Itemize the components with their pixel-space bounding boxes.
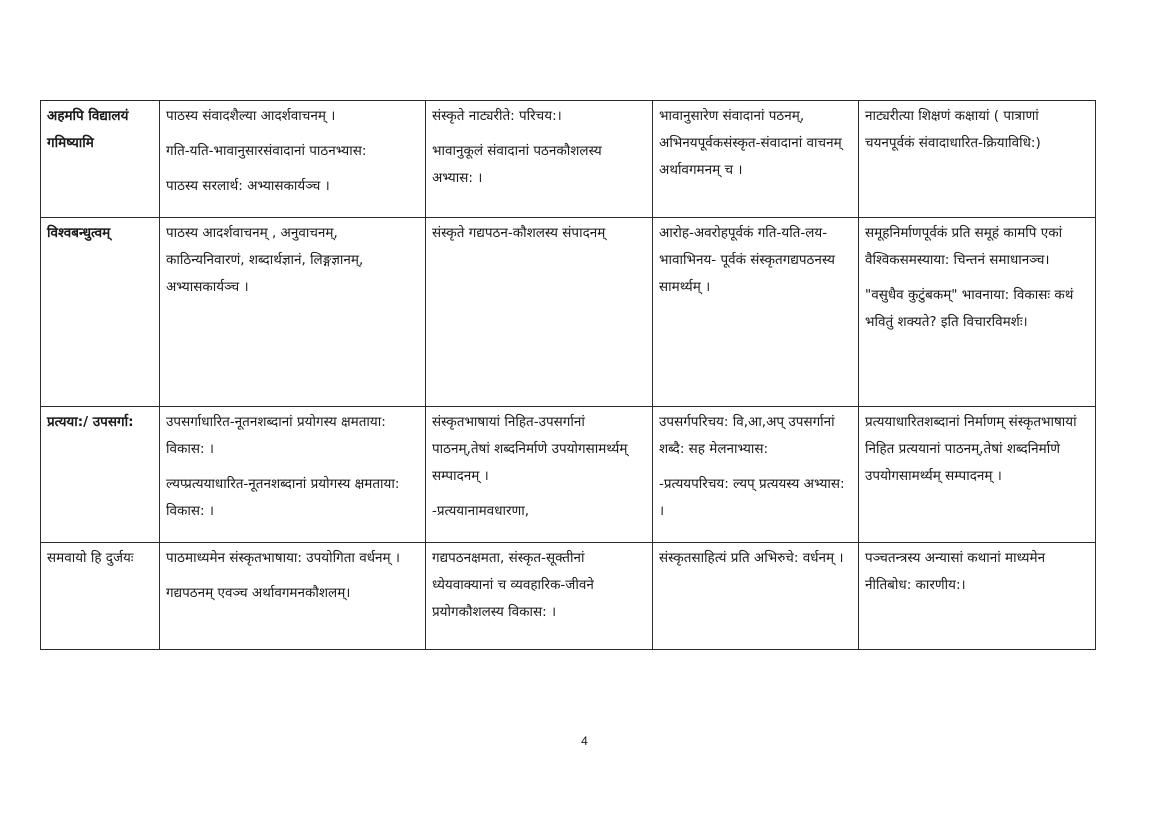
table-cell: आरोह-अवरोहपूर्वकं गति-यति-लय-भावाभिनय- पूर्वकं संस्कृतगद्यपठनस्य सामर्थ्यम् । xyxy=(653,218,859,407)
table-cell: पाठमाध्यमेन संस्कृतभाषाया: उपयोगिता वर्धनम् । गद्यपठनम् एवञ्च अर्थावगमनकौशलम्। xyxy=(160,543,426,650)
table-cell: संस्कृतभाषायां निहित-उपसर्गानां पाठनम्,तेषां शब्दनिर्माणे उपयोगसामर्थ्यम् सम्पादनम् । -प्रत्ययानामवधारणा, xyxy=(426,407,653,543)
table-cell: उपसर्गपरिचय: वि,आ,अप् उपसर्गानां शब्दै: सह मेलनाभ्यास: -प्रत्ययपरिचय: ल्यप् प्रत्ययस्य अभ्यास: । xyxy=(653,407,859,543)
page-number: 4 xyxy=(581,734,588,748)
table-row xyxy=(41,407,1096,543)
curriculum-table xyxy=(40,100,1096,650)
table-cell: भावानुसारेण संवादानां पठनम्, अभिनयपूर्वकसंस्कृत-संवादानां वाचनम् अर्थावगमनम् च । xyxy=(653,101,859,218)
table-row xyxy=(41,218,1096,407)
table-cell: गद्यपठनक्षमता, संस्कृत-सूक्तीनां ध्येयवाक्यानां च व्यवहारिक-जीवने प्रयोगकौशलस्य विकास: । xyxy=(426,543,653,650)
table-cell: समूहनिर्माणपूर्वकं प्रति समूहं कामपि एकां वैश्विकसमस्याया: चिन्तनं समाधानञ्च। "वसुधैव कुटुंबकम्" भावनाया: विकासः कथं भवितुं शक्यते? इति विचारविमर्शः। xyxy=(859,218,1096,407)
table-row xyxy=(41,101,1096,218)
table-cell: नाट्यरीत्या शिक्षणं कक्षायां ( पात्राणां चयनपूर्वकं संवादाधारित-क्रियाविधि:) xyxy=(859,101,1096,218)
table-cell: पाठस्य संवादशैल्या आदर्शवाचनम् । गति-यति-भावानुसारसंवादानां पाठनभ्यास: पाठस्य सरलार्थ: अभ्यासकार्यञ्च । xyxy=(160,101,426,218)
table-cell: संस्कृते गद्यपठन-कौशलस्य संपादनम् xyxy=(426,218,653,407)
table-cell: पाठस्य आदर्शवाचनम् , अनुवाचनम्, काठिन्यनिवारणं, शब्दार्थज्ञानं, लिङ्गज्ञानम्, अभ्यासकार्यञ्च । xyxy=(160,218,426,407)
table-cell: संस्कृतसाहित्यं प्रति अभिरुचे: वर्धनम् । xyxy=(653,543,859,650)
topic-cell: प्रत्यया:/ उपसर्गा: xyxy=(41,407,160,543)
topic-cell: समवायो हि दुर्जयः xyxy=(41,543,160,650)
topic-cell: अहमपि विद्यालयं गमिष्यामि xyxy=(41,101,160,218)
table-cell: संस्कृते नाट्यरीते: परिचय:। भावानुकूलं संवादानां पठनकौशलस्य अभ्यास: । xyxy=(426,101,653,218)
table-cell: प्रत्ययाधारितशब्दानां निर्माणम् संस्कृतभाषायां निहित प्रत्ययानां पाठनम्,तेषां शब्दनिर्माणे उपयोगसामर्थ्यम् सम्पादनम् । xyxy=(859,407,1096,543)
table-row xyxy=(41,543,1096,650)
topic-cell: विश्वबन्धुत्वम् xyxy=(41,218,160,407)
table-cell: उपसर्गाधारित-नूतनशब्दानां प्रयोगस्य क्षमताया: विकास: । ल्यप्प्रत्ययाधारित-नूतनशब्दानां प्रयोगस्य क्षमताया: विकास: । xyxy=(160,407,426,543)
table-cell: पञ्चतन्त्रस्य अन्यासां कथानां माध्यमेन नीतिबोध: कारणीय:। xyxy=(859,543,1096,650)
